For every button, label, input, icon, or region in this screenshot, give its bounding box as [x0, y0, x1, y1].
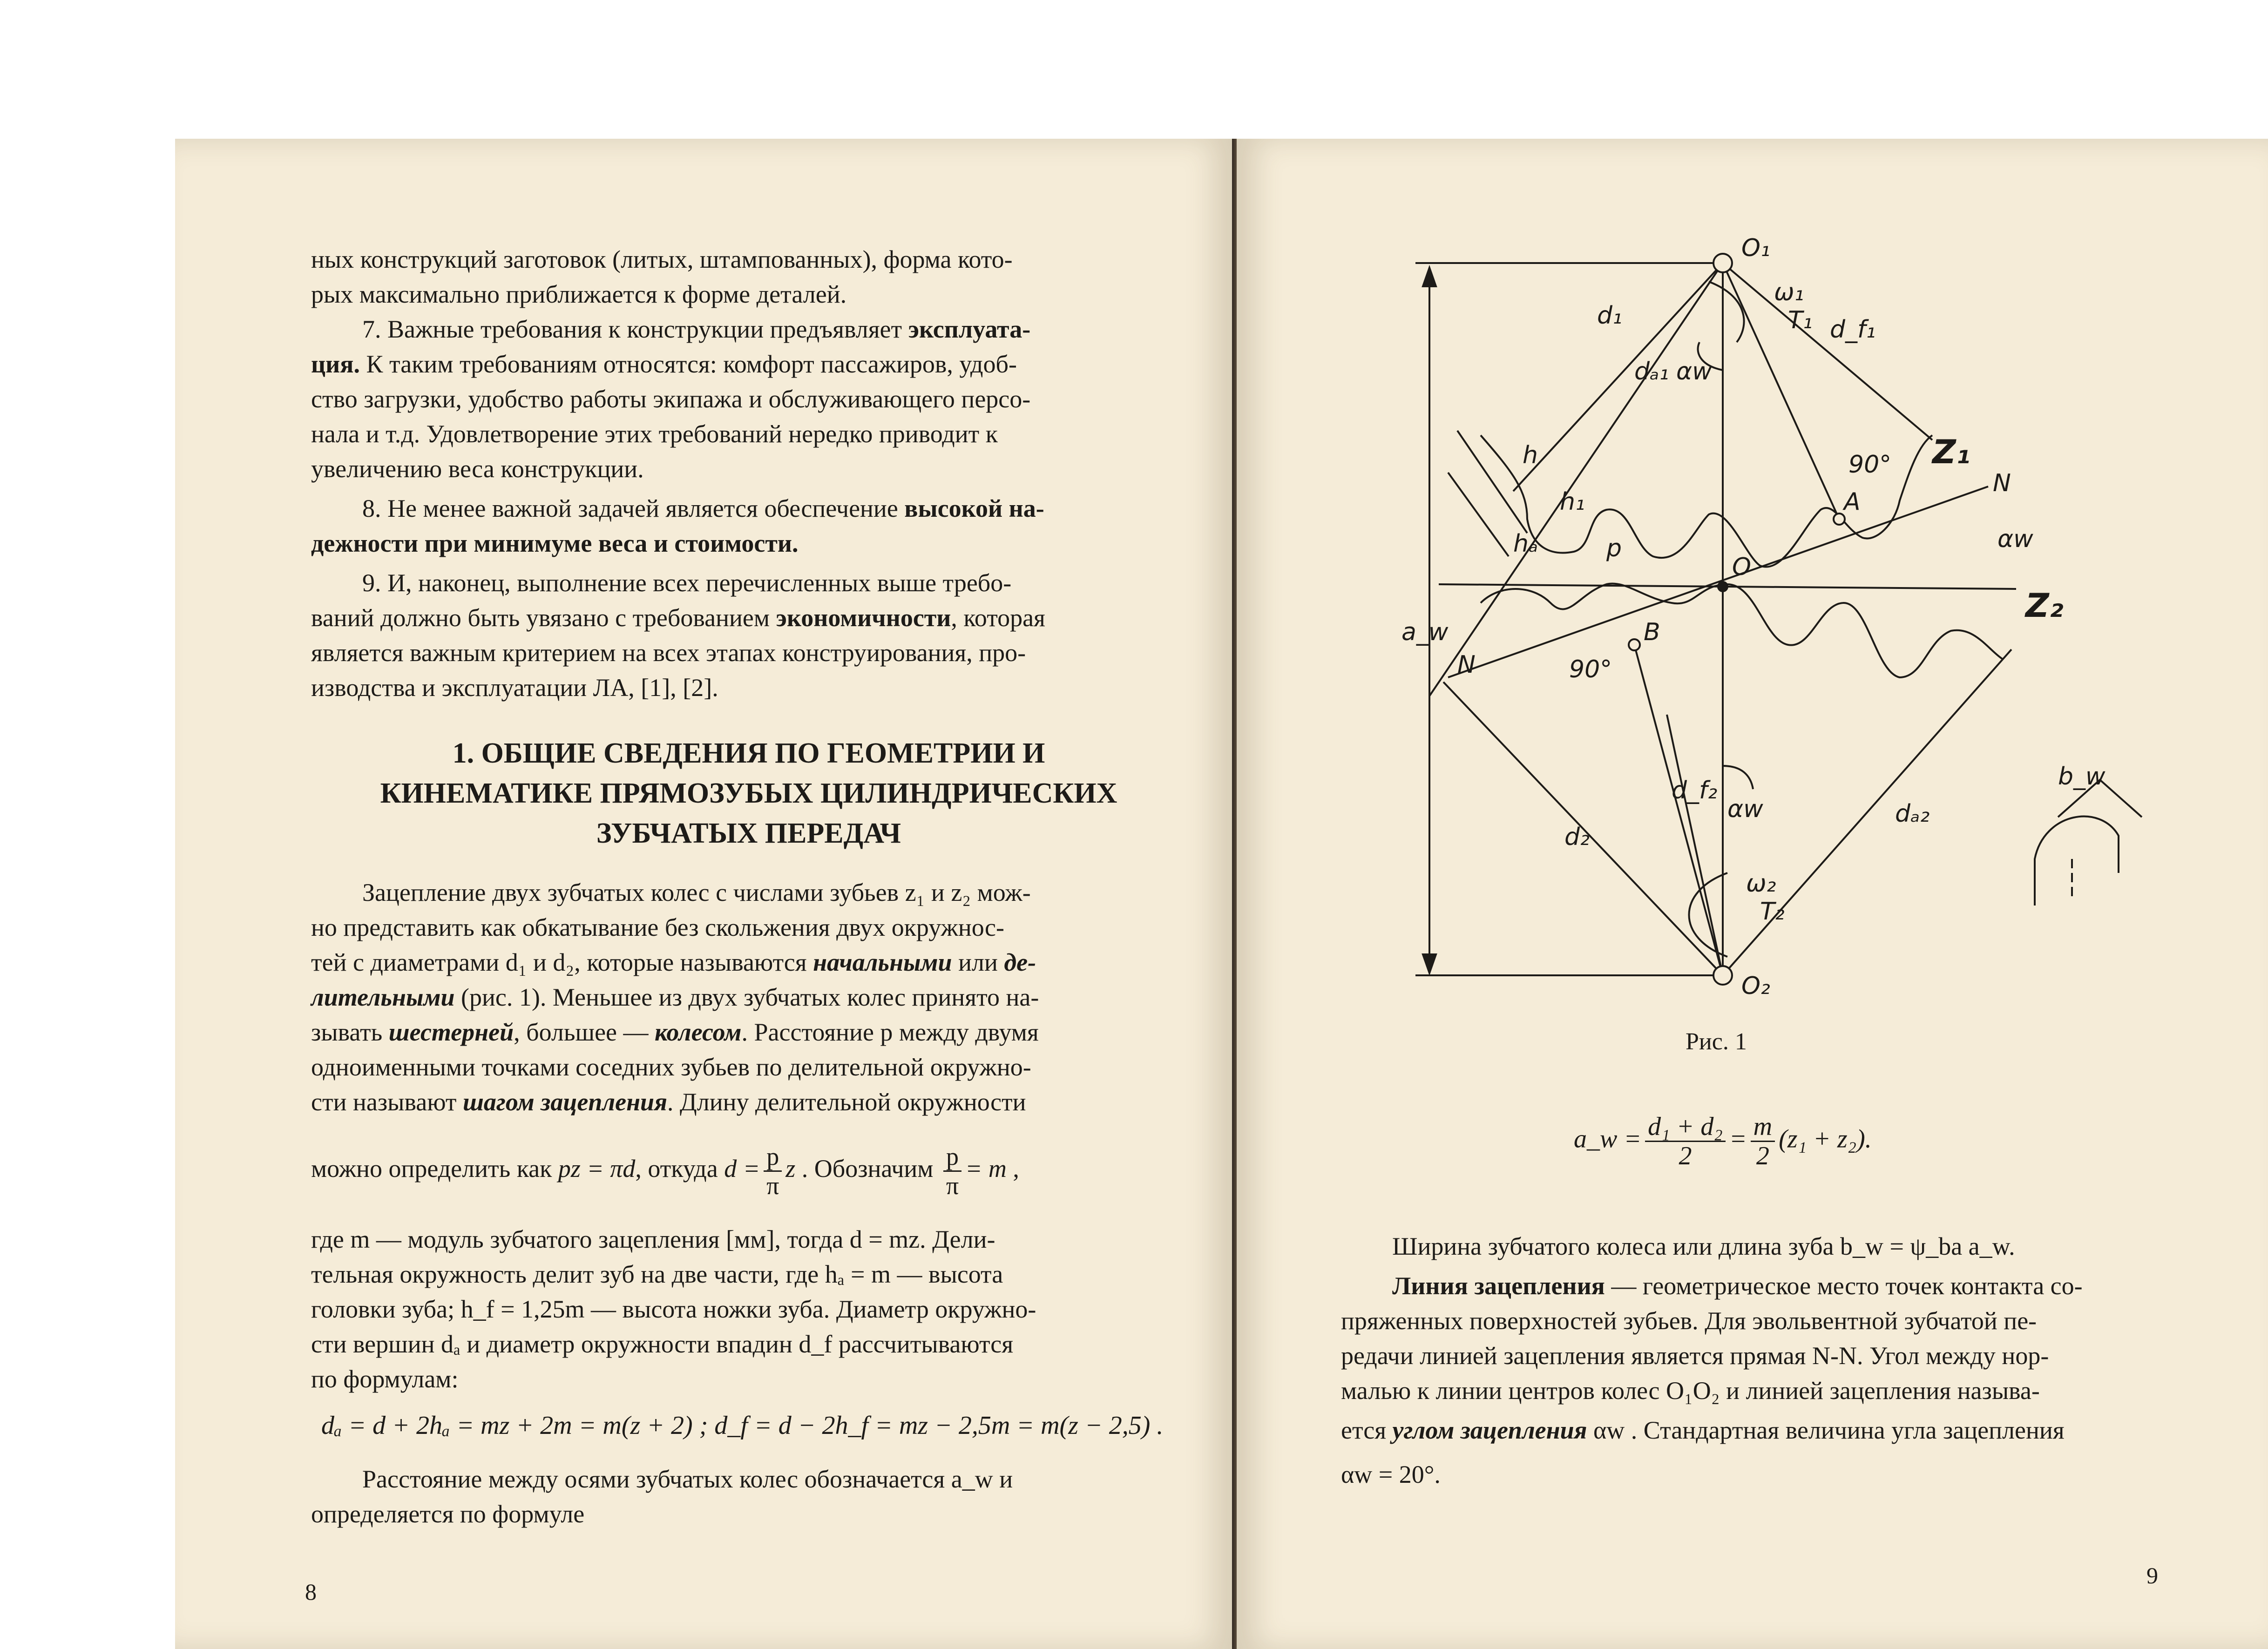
text-line: тей с диаметрами d₁ и d₂, которые называются начальными или де- [311, 948, 1036, 976]
label-aw-side: a_w [1401, 618, 1449, 646]
label-aw-bottom: αw [1727, 795, 1763, 823]
text-line: Ширина зубчатого колеса или длина зуба b_w = ψ_ba a_w. [1392, 1232, 2015, 1260]
label-d1: d₁ [1597, 302, 1622, 330]
text-line: зывать шестерней, большее — колесом. Расстояние p между двумя [311, 1018, 1039, 1046]
text-line: Расстояние между осями зубчатых колес обозначается a_w и [362, 1465, 1013, 1493]
fraction-p-over-pi: $\frac{p}{\pi}$ [764, 1142, 782, 1200]
text-line: ных конструкций заготовок (литых, штампованных), форма кото- [311, 245, 1013, 273]
label-b: B [1644, 618, 1660, 646]
label-da2: dₐ₂ [1895, 800, 1930, 828]
text-line: тельная окружность делит зуб на две части, где hₐ = m — высота [311, 1260, 1003, 1288]
figure-caption: Рис. 1 [1686, 1028, 1747, 1055]
label-n-right: N [1993, 469, 2011, 497]
left-text-block [311, 242, 1186, 705]
radius-df1 [1723, 263, 1932, 440]
text-line: ция. К таким требованиям относятся: комфорт пассажиров, удоб- [311, 350, 1017, 378]
section-heading [311, 733, 1186, 853]
label-omega1: ω₁ [1774, 278, 1804, 306]
label-da1: dₐ₁ [1634, 358, 1669, 385]
label-a: A [1844, 488, 1861, 516]
paragraph-3 [311, 1462, 1186, 1532]
text-line: дежности при минимуме веса и стоимости. [311, 529, 799, 557]
fraction-p-over-pi: $\frac{p}{\pi}$ [943, 1142, 961, 1200]
label-o1: O₁ [1741, 234, 1770, 262]
radius-da2 [1723, 649, 2011, 975]
label-d2: d₂ [1564, 823, 1590, 851]
label-p: p [1606, 534, 1622, 562]
text-line: но представить как обкатывание без скольжения двух окружнос- [311, 913, 1005, 941]
label-aw-right: αw [1997, 525, 2033, 553]
text-line: сти называют шагом зацепления. Длину делительной окружности [311, 1088, 1026, 1116]
item-8: 8. Не менее важной задачей является обеспечение высокой на- [362, 494, 1044, 522]
center-o2-marker [1713, 966, 1732, 985]
label-t2: T₂ [1760, 898, 1785, 926]
heading-line: ЗУБЧАТЫХ ПЕРЕДАЧ [596, 818, 901, 849]
point-b-marker [1629, 639, 1640, 650]
omega2-arc [1689, 873, 1728, 957]
label-h1: h₁ [1560, 488, 1585, 516]
text-line: где m — модуль зубчатого зацепления [мм], тогда d = mz. Дели- [311, 1225, 995, 1253]
text-line: ется углом зацепления αw . Стандартная величина угла зацепления [1341, 1416, 2065, 1444]
text-line: малью к линии центров колес O₁O₂ и линией зацепления называ- [1341, 1377, 2040, 1405]
paragraph-2 [311, 1222, 1186, 1397]
omega1-arc [1709, 282, 1744, 342]
text-line: увеличению веса конструкции. [311, 455, 644, 483]
text-line: по формулам: [311, 1365, 459, 1393]
text-line: рых максимально приближается к форме деталей. [311, 280, 847, 308]
label-df1: d_f₁ [1830, 316, 1876, 344]
text-line: является важным критерием на всех этапах конструирования, про- [311, 639, 1026, 667]
label-z2: Z₂ [2025, 587, 2064, 625]
inline-formula-line: можно определить как pz = πd, откуда d = $\frac{p}{\pi}$ z . Обозначим $\frac{p}{\pi}$ = m , [311, 1142, 1019, 1200]
radius-d1 [1429, 263, 1723, 696]
label-z1: Z₁ [1932, 433, 1970, 471]
radius-df2 [1667, 715, 1723, 975]
text-line: одноименными точками соседних зубьев по делительной окружно- [311, 1053, 1031, 1081]
label-t1: T₁ [1788, 306, 1813, 334]
aw-angle-arc-bottom [1723, 766, 1753, 789]
paragraph-1 [311, 875, 1186, 1120]
label-o: O [1732, 553, 1751, 581]
text-line: Линия зацепления — геометрическое место точек контакта со- [1392, 1272, 2083, 1300]
label-h: h [1523, 441, 1538, 469]
text-line: головки зуба; h_f = 1,25m — высота ножки зуба. Диаметр окружно- [311, 1295, 1036, 1323]
center-o1-marker [1713, 254, 1732, 272]
label-omega2: ω₂ [1746, 870, 1776, 898]
text-line: Зацепление двух зубчатых колес с числами зубьев z₁ и z₂ мож- [362, 879, 1031, 906]
label-n-left: N [1457, 651, 1476, 679]
label-90-top: 90° [1848, 451, 1892, 479]
pitch-point-marker [1717, 581, 1728, 592]
page-number-right: 9 [2146, 1562, 2158, 1588]
item-9: 9. И, наконец, выполнение всех перечисленных выше требо- [362, 569, 1012, 597]
heading-line: КИНЕМАТИКЕ ПРЯМОЗУБЫХ ЦИЛИНДРИЧЕСКИХ [380, 777, 1117, 809]
text-line: сти вершин dₐ и диаметр окружности впадин d_f рассчитываются [311, 1330, 1014, 1358]
formula-da-df: dₐ = d + 2hₐ = mz + 2m = m(z + 2) ; d_f = d − 2h_f = mz − 2,5m = m(z − 2,5) . [321, 1411, 1164, 1440]
heading-line: 1. ОБЩИЕ СВЕДЕНИЯ ПО ГЕОМЕТРИИ И [452, 737, 1045, 769]
text-line: определяется по формуле [311, 1500, 585, 1528]
text-line: ваний должно быть увязано с требованием экономичности, которая [311, 604, 1045, 632]
gear-mesh-diagram [1374, 230, 2188, 1013]
label-df2: d_f₂ [1672, 777, 1718, 804]
text-line: редачи линией зацепления является прямая N-N. Угол между нор- [1341, 1342, 2049, 1370]
text-line: αw = 20°. [1341, 1460, 1441, 1488]
right-text-block [1341, 1229, 2165, 1492]
item-7: 7. Важные требования к конструкции предъявляет эксплуата- [362, 315, 1031, 343]
text-line: пряженных поверхностей зубьев. Для эвольвентной зубчатой пе- [1341, 1307, 2037, 1335]
page-number-left: 8 [305, 1579, 317, 1605]
label-aw-top: αw [1676, 358, 1712, 385]
text-line: ство загрузки, удобство работы экипажа и обслуживающего персо- [311, 385, 1031, 413]
gear-z2-profile [1481, 583, 2002, 677]
label-o2: O₂ [1741, 972, 1770, 1000]
text-line: изводства и эксплуатации ЛА, [1], [2]. [311, 674, 718, 702]
bw-sketch [2035, 817, 2119, 906]
label-bw: b_w [2058, 763, 2106, 791]
text-line: лительными (рис. 1). Меньшее из двух зубчатых колес принято на- [311, 983, 1039, 1011]
normal-to-B [1634, 645, 1723, 975]
ha-dimension [1448, 473, 1509, 556]
text-line: нала и т.д. Удовлетворение этих требований нередко приводит к [311, 420, 998, 448]
point-a-marker [1834, 514, 1845, 525]
label-90-bottom: 90° [1569, 656, 1612, 683]
label-ha: hₐ [1513, 530, 1538, 558]
formula-aw: a_w = $\frac{\text{d₁ + d₂}}{2}$ = $\frac{m}{2}$ (z₁ + z₂). [1574, 1112, 1872, 1170]
